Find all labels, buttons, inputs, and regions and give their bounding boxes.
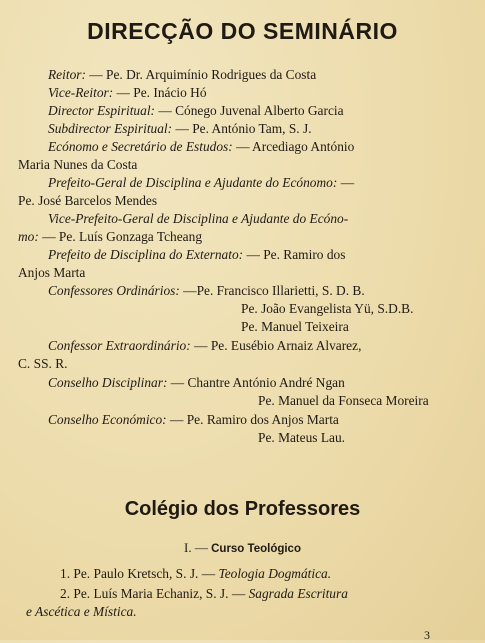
entry-confessores-extra-1: Pe. João Evangelista Yü, S.D.B. bbox=[241, 301, 414, 316]
entry-economo-cont: Maria Nunes da Costa bbox=[18, 157, 138, 172]
course-numeral: I. — bbox=[184, 540, 208, 555]
entry-confessor-extraordinario bbox=[48, 337, 361, 355]
entry-text: — Pe. Dr. Arquimínio Rodrigues da Costa bbox=[89, 67, 317, 82]
entry-prefeito-geral bbox=[48, 174, 354, 192]
entry-vice-prefeito-geral-cont bbox=[18, 228, 202, 246]
entry-director-espiritual bbox=[48, 102, 344, 120]
course-heading bbox=[0, 540, 485, 556]
entry-conselho-disciplinar bbox=[48, 374, 345, 392]
role-label: Vice-Reitor: bbox=[48, 85, 114, 100]
page-number: 3 bbox=[424, 628, 430, 642]
professor-entry-2-cont bbox=[26, 603, 137, 621]
professor-entry-1 bbox=[60, 565, 331, 583]
role-label: Conselho Económico: bbox=[48, 412, 167, 427]
entry-text: — Pe. Eusébio Arnaiz Alvarez, bbox=[194, 338, 362, 353]
professor-number: 2. bbox=[60, 586, 71, 601]
entry-conselho-disciplinar-extra: Pe. Manuel da Fonseca Moreira bbox=[258, 393, 429, 408]
professor-name: Pe. Paulo Kretsch, S. J. — bbox=[73, 566, 216, 581]
entry-text: — bbox=[340, 175, 355, 190]
entry-subdirector-espiritual bbox=[48, 120, 312, 138]
entry-reitor bbox=[48, 66, 316, 84]
role-label: Conselho Disciplinar: bbox=[48, 375, 168, 390]
entry-text: —Pe. Francisco Illarietti, S. D. B. bbox=[183, 283, 365, 298]
entry-conselho-economico bbox=[48, 411, 339, 429]
role-label: Subdirector Espiritual: bbox=[48, 121, 173, 136]
role-label: Prefeito de Disciplina do Externato: bbox=[48, 247, 244, 262]
entry-confessor-extraordinario-cont: C. SS. R. bbox=[18, 356, 68, 371]
entry-prefeito-externato-cont: Anjos Marta bbox=[18, 265, 86, 280]
role-label: Prefeito-Geral de Disciplina e Ajudante do Ecónomo: bbox=[48, 175, 338, 190]
course-name: Curso Teológico bbox=[211, 543, 301, 555]
role-label: Vice-Prefeito-Geral de Disciplina e Ajudante do Ecóno- bbox=[48, 211, 349, 226]
entry-text: — Arcediago António bbox=[236, 139, 355, 154]
professor-subject: Teologia Dogmática. bbox=[218, 566, 332, 581]
entry-text: — Pe. Ramiro dos Anjos Marta bbox=[170, 412, 339, 427]
entry-prefeito-externato bbox=[48, 246, 345, 264]
professor-subject: Sagrada Escritura bbox=[248, 586, 348, 601]
entry-prefeito-geral-cont: Pe. José Barcelos Mendes bbox=[18, 193, 158, 208]
role-label-cont: mo: bbox=[18, 229, 39, 244]
section-title: Colégio dos Professores bbox=[124, 498, 361, 520]
professor-number: 1. bbox=[60, 566, 71, 581]
role-label: Director Espiritual: bbox=[48, 103, 155, 118]
entry-vice-reitor bbox=[48, 84, 207, 102]
professor-entry-2 bbox=[60, 585, 348, 603]
entry-vice-prefeito-geral bbox=[48, 210, 348, 228]
page-title: DIRECÇÃO DO SEMINÁRIO bbox=[87, 18, 398, 44]
entry-confessores-ordinarios bbox=[48, 282, 365, 300]
entry-text: — Cónego Juvenal Alberto Garcia bbox=[158, 103, 344, 118]
entry-text: — Pe. Inácio Hó bbox=[116, 85, 207, 100]
entry-text: — Pe. Ramiro dos bbox=[246, 247, 346, 262]
entry-text: — Chantre António André Ngan bbox=[170, 375, 345, 390]
role-label: Reitor: bbox=[48, 67, 86, 82]
role-label: Confessores Ordinários: bbox=[48, 283, 180, 298]
professor-subject-cont: e Ascética e Mística. bbox=[26, 604, 137, 619]
entry-confessores-extra-2: Pe. Manuel Teixeira bbox=[241, 319, 349, 334]
role-label: Confessor Extraordinário: bbox=[48, 338, 191, 353]
entry-text: — Pe. Luís Gonzaga Tcheang bbox=[42, 229, 203, 244]
professor-name: Pe. Luís Maria Echaniz, S. J. — bbox=[73, 586, 246, 601]
role-label: Ecónomo e Secretário de Estudos: bbox=[48, 139, 233, 154]
entry-conselho-economico-extra: Pe. Mateus Lau. bbox=[258, 430, 346, 445]
entry-economo bbox=[48, 138, 354, 156]
entry-text: — Pe. António Tam, S. J. bbox=[175, 121, 312, 136]
